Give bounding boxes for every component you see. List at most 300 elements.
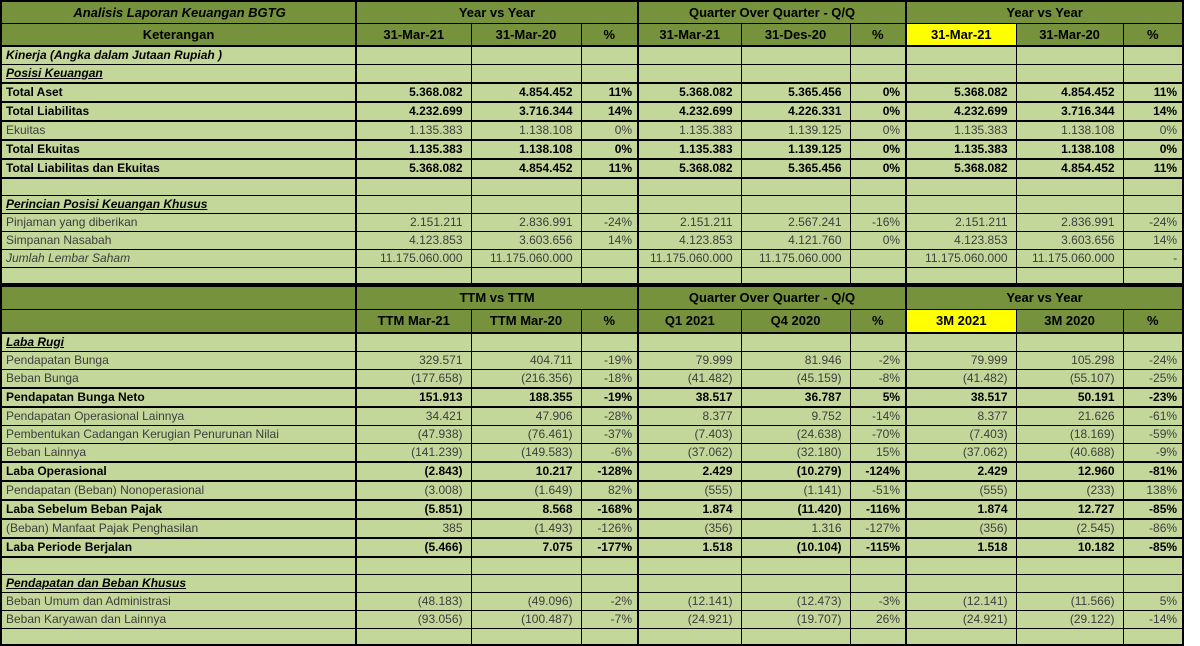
row-label: Laba Rugi [1, 333, 356, 352]
group-header: Year vs Year [906, 286, 1183, 310]
value-cell: 3.716.344 [1016, 102, 1123, 121]
value-cell: (48.183) [356, 592, 471, 610]
value-cell: (32.180) [741, 444, 850, 463]
pct-cell [581, 333, 638, 352]
value-cell: 1.135.383 [906, 121, 1016, 140]
value-cell: 4.123.853 [638, 231, 741, 249]
value-cell: 3.716.344 [471, 102, 581, 121]
pct-cell: -14% [850, 407, 906, 426]
value-cell: 5.365.456 [741, 159, 850, 178]
value-cell: 2.429 [906, 462, 1016, 481]
value-cell [356, 557, 471, 574]
value-cell: 12.960 [1016, 462, 1123, 481]
column-header-row [1, 24, 1183, 47]
pct-cell: 82% [581, 481, 638, 500]
value-cell [638, 65, 741, 84]
value-cell [471, 195, 581, 213]
column-header: TTM Mar-21 [356, 310, 471, 334]
value-cell: 4.232.699 [356, 102, 471, 121]
pct-cell: 15% [850, 444, 906, 463]
value-cell: (141.239) [356, 444, 471, 463]
group-header: Year vs Year [356, 1, 638, 24]
value-cell [906, 195, 1016, 213]
value-cell [356, 195, 471, 213]
value-cell: (11.566) [1016, 592, 1123, 610]
column-header: 31-Mar-20 [1016, 24, 1123, 47]
pct-cell: -115% [850, 538, 906, 557]
pct-cell [850, 267, 906, 284]
value-cell: 188.355 [471, 388, 581, 407]
value-cell: (5.466) [356, 538, 471, 557]
table-row [1, 407, 1183, 426]
value-cell [906, 46, 1016, 65]
value-cell: (12.473) [741, 592, 850, 610]
value-cell: 4.123.853 [906, 231, 1016, 249]
pct-cell: -18% [581, 370, 638, 389]
value-cell: 79.999 [638, 352, 741, 370]
pct-cell [581, 574, 638, 592]
pct-cell: 11% [581, 83, 638, 102]
pct-cell [1123, 195, 1183, 213]
pct-cell [850, 333, 906, 352]
table-row [1, 178, 1183, 195]
pct-cell [581, 46, 638, 65]
value-cell: 4.854.452 [1016, 159, 1123, 178]
value-cell [1016, 574, 1123, 592]
value-cell: (233) [1016, 481, 1123, 500]
value-cell: (37.062) [638, 444, 741, 463]
pct-cell: -37% [581, 426, 638, 444]
pct-cell: -2% [581, 592, 638, 610]
pct-cell [1123, 46, 1183, 65]
pct-cell [581, 267, 638, 284]
group-header: TTM vs TTM [356, 286, 638, 310]
column-header: % [1123, 310, 1183, 334]
pct-cell: -81% [1123, 462, 1183, 481]
value-cell: (93.056) [356, 610, 471, 628]
value-cell [356, 65, 471, 84]
table-row [1, 46, 1183, 65]
pct-cell: -70% [850, 426, 906, 444]
pct-cell: 11% [1123, 83, 1183, 102]
value-cell: 11.175.060.000 [638, 249, 741, 267]
pct-cell: 0% [581, 121, 638, 140]
pct-cell [850, 65, 906, 84]
value-cell: (12.141) [638, 592, 741, 610]
value-cell [741, 46, 850, 65]
pct-cell: 5% [850, 388, 906, 407]
column-header-row [1, 310, 1183, 334]
value-cell: 151.913 [356, 388, 471, 407]
column-header: % [581, 310, 638, 334]
column-header: Q1 2021 [638, 310, 741, 334]
row-label: Beban Bunga [1, 370, 356, 389]
table-row [1, 574, 1183, 592]
value-cell [741, 557, 850, 574]
pct-cell: 0% [850, 102, 906, 121]
value-cell: 50.191 [1016, 388, 1123, 407]
value-cell: 4.854.452 [471, 83, 581, 102]
value-cell [356, 267, 471, 284]
value-cell: 11.175.060.000 [1016, 249, 1123, 267]
pct-cell: -23% [1123, 388, 1183, 407]
table-row [1, 140, 1183, 159]
value-cell [741, 267, 850, 284]
table-row [1, 102, 1183, 121]
value-cell: 5.368.082 [906, 83, 1016, 102]
value-cell: 4.854.452 [471, 159, 581, 178]
pct-cell: 0% [850, 159, 906, 178]
table-row [1, 159, 1183, 178]
value-cell: 8.568 [471, 500, 581, 519]
row-label: Total Ekuitas [1, 140, 356, 159]
value-cell: 1.518 [906, 538, 1016, 557]
value-cell: (76.461) [471, 426, 581, 444]
pct-cell: -168% [581, 500, 638, 519]
pct-cell [850, 557, 906, 574]
value-cell: 3.603.656 [471, 231, 581, 249]
value-cell: (24.921) [906, 610, 1016, 628]
value-cell [638, 557, 741, 574]
row-label [1, 267, 356, 284]
value-cell: (45.159) [741, 370, 850, 389]
value-cell: (356) [906, 519, 1016, 538]
value-cell: (24.921) [638, 610, 741, 628]
value-cell: 2.151.211 [638, 213, 741, 231]
row-label [1, 178, 356, 195]
row-label: Beban Umum dan Administrasi [1, 592, 356, 610]
group-header: Quarter Over Quarter - Q/Q [638, 286, 906, 310]
pct-cell: - [1123, 249, 1183, 267]
pct-cell: -24% [1123, 213, 1183, 231]
table-row [1, 610, 1183, 628]
pct-cell: -86% [1123, 519, 1183, 538]
pct-cell: -126% [581, 519, 638, 538]
pct-cell [850, 178, 906, 195]
table-row [1, 592, 1183, 610]
column-header: % [581, 24, 638, 47]
value-cell: (149.583) [471, 444, 581, 463]
row-label: Jumlah Lembar Saham [1, 249, 356, 267]
value-cell: (18.169) [1016, 426, 1123, 444]
pct-cell [850, 195, 906, 213]
value-cell: 12.727 [1016, 500, 1123, 519]
pct-cell: 0% [1123, 121, 1183, 140]
pct-cell [581, 178, 638, 195]
table-row [1, 213, 1183, 231]
value-cell [906, 65, 1016, 84]
pct-cell [1123, 178, 1183, 195]
pct-cell: -2% [850, 352, 906, 370]
pct-cell: -128% [581, 462, 638, 481]
value-cell: 2.836.991 [471, 213, 581, 231]
table-row [1, 481, 1183, 500]
column-header: TTM Mar-20 [471, 310, 581, 334]
value-cell [1016, 333, 1123, 352]
value-cell: 7.075 [471, 538, 581, 557]
value-cell [906, 574, 1016, 592]
value-cell: (37.062) [906, 444, 1016, 463]
value-cell: (1.141) [741, 481, 850, 500]
group-header: Year vs Year [906, 1, 1183, 24]
value-cell: 1.135.383 [356, 140, 471, 159]
value-cell [356, 333, 471, 352]
column-header: 31-Mar-21 [356, 24, 471, 47]
pct-cell: -124% [850, 462, 906, 481]
value-cell [741, 574, 850, 592]
pct-cell: 11% [581, 159, 638, 178]
value-cell: 3.603.656 [1016, 231, 1123, 249]
pct-cell: 0% [850, 121, 906, 140]
column-header: Q4 2020 [741, 310, 850, 334]
table-row [1, 426, 1183, 444]
column-header: % [850, 24, 906, 47]
value-cell [741, 628, 850, 645]
income-statement-table [0, 285, 1184, 646]
value-cell [638, 333, 741, 352]
table-row [1, 462, 1183, 481]
value-cell [471, 628, 581, 645]
row-label: Total Liabilitas [1, 102, 356, 121]
pct-cell: -25% [1123, 370, 1183, 389]
value-cell [741, 333, 850, 352]
row-label: Pembentukan Cadangan Kerugian Penurunan Nilai [1, 426, 356, 444]
value-cell: (7.403) [906, 426, 1016, 444]
pct-cell: 14% [581, 102, 638, 121]
value-cell: (29.122) [1016, 610, 1123, 628]
table-row [1, 500, 1183, 519]
value-cell [906, 557, 1016, 574]
row-label: Beban Karyawan dan Lainnya [1, 610, 356, 628]
value-cell: 1.874 [906, 500, 1016, 519]
value-cell: 5.365.456 [741, 83, 850, 102]
value-cell: 2.151.211 [906, 213, 1016, 231]
value-cell: (47.938) [356, 426, 471, 444]
pct-cell: 26% [850, 610, 906, 628]
value-cell [906, 333, 1016, 352]
table-row [1, 557, 1183, 574]
row-label: Total Aset [1, 83, 356, 102]
pct-cell: -3% [850, 592, 906, 610]
row-label: Ekuitas [1, 121, 356, 140]
table-row [1, 83, 1183, 102]
value-cell: (1.649) [471, 481, 581, 500]
pct-cell: 5% [1123, 592, 1183, 610]
table-row [1, 370, 1183, 389]
value-cell: 4.226.331 [741, 102, 850, 121]
value-cell: (5.851) [356, 500, 471, 519]
column-header: 31-Mar-20 [471, 24, 581, 47]
table-row [1, 352, 1183, 370]
row-label: Kinerja (Angka dalam Jutaan Rupiah ) [1, 46, 356, 65]
value-cell [471, 574, 581, 592]
value-cell: 4.232.699 [638, 102, 741, 121]
pct-cell: -177% [581, 538, 638, 557]
value-cell: (10.279) [741, 462, 850, 481]
table-row [1, 519, 1183, 538]
pct-cell [1123, 65, 1183, 84]
pct-cell [581, 65, 638, 84]
value-cell: 404.711 [471, 352, 581, 370]
value-cell: 1.518 [638, 538, 741, 557]
value-cell: (12.141) [906, 592, 1016, 610]
pct-cell: 0% [850, 83, 906, 102]
group-header: Quarter Over Quarter - Q/Q [638, 1, 906, 24]
pct-cell [581, 557, 638, 574]
value-cell [356, 628, 471, 645]
value-cell: 2.429 [638, 462, 741, 481]
value-cell: (7.403) [638, 426, 741, 444]
pct-cell [850, 249, 906, 267]
pct-cell: -28% [581, 407, 638, 426]
value-cell: 47.906 [471, 407, 581, 426]
pct-cell: 14% [1123, 102, 1183, 121]
pct-cell: -24% [1123, 352, 1183, 370]
value-cell: (100.487) [471, 610, 581, 628]
value-cell: (216.356) [471, 370, 581, 389]
pct-cell: -51% [850, 481, 906, 500]
value-cell [638, 628, 741, 645]
value-cell: 385 [356, 519, 471, 538]
pct-cell [1123, 267, 1183, 284]
table-row [1, 628, 1183, 645]
row-label: Pendapatan Bunga Neto [1, 388, 356, 407]
pct-cell [581, 195, 638, 213]
value-cell: 1.135.383 [356, 121, 471, 140]
pct-cell: -59% [1123, 426, 1183, 444]
row-label: Total Liabilitas dan Ekuitas [1, 159, 356, 178]
value-cell: 1.138.108 [471, 121, 581, 140]
value-cell [471, 557, 581, 574]
pct-cell [1123, 628, 1183, 645]
pct-cell [581, 249, 638, 267]
value-cell: 4.121.760 [741, 231, 850, 249]
value-cell: 1.135.383 [638, 121, 741, 140]
pct-cell: 14% [1123, 231, 1183, 249]
row-label: Posisi Keuangan [1, 65, 356, 84]
value-cell [1016, 46, 1123, 65]
row-label: Laba Periode Berjalan [1, 538, 356, 557]
row-label: Pendapatan Operasional Lainnya [1, 407, 356, 426]
pct-cell: -7% [581, 610, 638, 628]
value-cell: 5.368.082 [356, 83, 471, 102]
column-header: 31-Mar-21 [638, 24, 741, 47]
value-cell: 1.139.125 [741, 121, 850, 140]
value-cell [471, 178, 581, 195]
row-label: Beban Lainnya [1, 444, 356, 463]
row-label: Perincian Posisi Keuangan Khusus [1, 195, 356, 213]
pct-cell: 0% [581, 140, 638, 159]
row-label [1, 628, 356, 645]
pct-cell: -116% [850, 500, 906, 519]
value-cell: 5.368.082 [638, 83, 741, 102]
value-cell: 34.421 [356, 407, 471, 426]
table-row [1, 538, 1183, 557]
value-cell: 11.175.060.000 [906, 249, 1016, 267]
group-header-row [1, 286, 1183, 310]
value-cell [638, 178, 741, 195]
value-cell: (40.688) [1016, 444, 1123, 463]
pct-cell: -85% [1123, 500, 1183, 519]
value-cell [741, 178, 850, 195]
value-cell [741, 195, 850, 213]
pct-cell: 14% [581, 231, 638, 249]
value-cell: 1.874 [638, 500, 741, 519]
value-cell: 11.175.060.000 [356, 249, 471, 267]
value-cell [638, 574, 741, 592]
value-cell: 11.175.060.000 [471, 249, 581, 267]
pct-cell [1123, 333, 1183, 352]
value-cell: 5.368.082 [356, 159, 471, 178]
table-row [1, 444, 1183, 463]
pct-cell: -85% [1123, 538, 1183, 557]
table-row [1, 231, 1183, 249]
value-cell: 11.175.060.000 [741, 249, 850, 267]
value-cell [471, 65, 581, 84]
table-row [1, 388, 1183, 407]
value-cell: (49.096) [471, 592, 581, 610]
pct-cell [1123, 574, 1183, 592]
column-header: 3M 2020 [1016, 310, 1123, 334]
value-cell [906, 267, 1016, 284]
value-cell: 1.138.108 [1016, 121, 1123, 140]
balance-sheet-table [0, 0, 1184, 285]
value-cell [1016, 267, 1123, 284]
table-row [1, 249, 1183, 267]
column-header: % [1123, 24, 1183, 47]
pct-cell: -19% [581, 388, 638, 407]
pct-cell: 0% [850, 140, 906, 159]
row-label: Pendapatan dan Beban Khusus [1, 574, 356, 592]
value-cell: 329.571 [356, 352, 471, 370]
value-cell [1016, 628, 1123, 645]
value-cell: (555) [638, 481, 741, 500]
row-label: Pinjaman yang diberikan [1, 213, 356, 231]
value-cell [638, 46, 741, 65]
value-cell [1016, 195, 1123, 213]
value-cell [471, 46, 581, 65]
value-cell [906, 178, 1016, 195]
value-cell [1016, 178, 1123, 195]
value-cell: 105.298 [1016, 352, 1123, 370]
value-cell: 38.517 [906, 388, 1016, 407]
value-cell [356, 46, 471, 65]
value-cell: 1.139.125 [741, 140, 850, 159]
column-header: 3M 2021 [906, 310, 1016, 334]
value-cell: 21.626 [1016, 407, 1123, 426]
value-cell: (41.482) [906, 370, 1016, 389]
value-cell: (24.638) [741, 426, 850, 444]
sheet-title: Analisis Laporan Keuangan BGTG [1, 1, 356, 24]
value-cell: 1.135.383 [906, 140, 1016, 159]
value-cell: 10.182 [1016, 538, 1123, 557]
table-row [1, 333, 1183, 352]
row-label: Simpanan Nasabah [1, 231, 356, 249]
pct-cell: -8% [850, 370, 906, 389]
value-cell [638, 195, 741, 213]
value-cell [356, 574, 471, 592]
value-cell [906, 628, 1016, 645]
row-label: Laba Operasional [1, 462, 356, 481]
value-cell: 2.567.241 [741, 213, 850, 231]
column-header: 31-Mar-21 [906, 24, 1016, 47]
value-cell: 1.138.108 [471, 140, 581, 159]
value-cell: 4.123.853 [356, 231, 471, 249]
value-cell [741, 65, 850, 84]
value-cell [638, 267, 741, 284]
value-cell: (2.545) [1016, 519, 1123, 538]
value-cell: (41.482) [638, 370, 741, 389]
